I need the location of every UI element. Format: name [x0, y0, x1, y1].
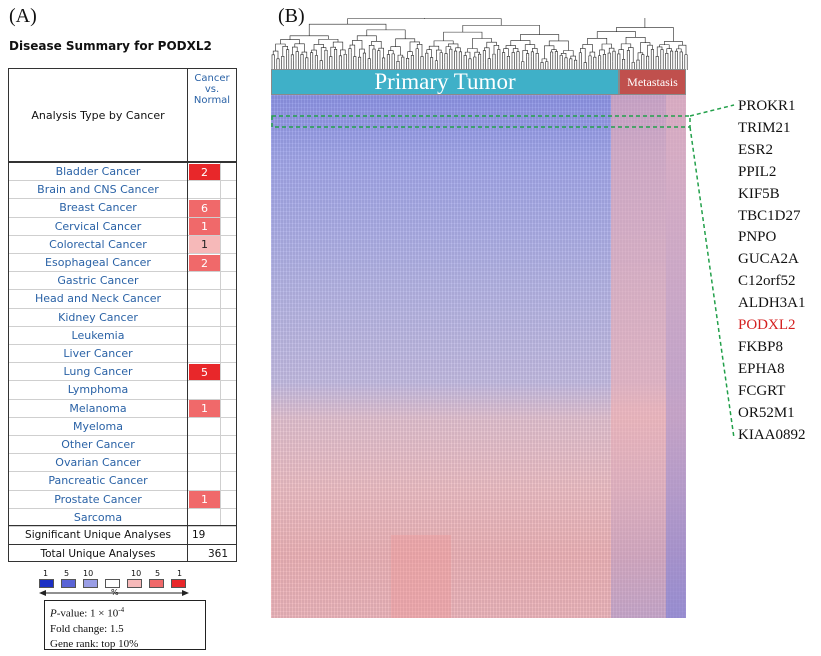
- cancer-list: [9, 163, 187, 527]
- cancer-row-name[interactable]: Melanoma: [69, 401, 127, 415]
- cancer-vs-normal-cell: [189, 382, 220, 399]
- gene-label: PNPO: [738, 229, 777, 246]
- gene-label: FCGRT: [738, 382, 786, 399]
- significant-value: 19: [192, 529, 206, 541]
- gene-label: KIAA0892: [738, 426, 806, 443]
- cancer-vs-normal-cell: [189, 473, 220, 490]
- legend-swatch-1: [39, 579, 54, 588]
- legend-swatch-4: [105, 579, 120, 588]
- header-cancer: Cancer: [194, 73, 230, 84]
- gene-label: TRIM21: [738, 119, 791, 136]
- value-cells: [188, 163, 236, 527]
- header-vs: vs.: [204, 84, 220, 95]
- cancer-row-name[interactable]: Liver Cancer: [63, 347, 133, 360]
- cancer-row-name[interactable]: Brain and CNS Cancer: [37, 183, 159, 197]
- legend-swatch-7: [171, 579, 186, 588]
- gene-label: PODXL2: [738, 317, 796, 333]
- dendrogram: [270, 18, 690, 70]
- panel-a-label: (A): [9, 5, 37, 27]
- cancer-vs-normal-cell: [189, 309, 220, 326]
- legend-num-1: 1: [43, 569, 49, 578]
- heatmap-red-patch: [391, 535, 451, 618]
- cancer-row-name[interactable]: Pancreatic Cancer: [48, 474, 148, 488]
- cancer-row-name[interactable]: Leukemia: [71, 328, 125, 342]
- metastasis-bar: Metastasis: [619, 69, 686, 95]
- total-label: Total Unique Analyses: [40, 548, 156, 560]
- cancer-row-name[interactable]: Lung Cancer: [63, 365, 133, 379]
- cancer-row-name[interactable]: Bladder Cancer: [55, 165, 141, 178]
- criteria-fold: Fold change: 1.5: [50, 622, 124, 635]
- cancer-vs-normal-cell: [189, 182, 220, 199]
- cancer-row-name[interactable]: Head and Neck Cancer: [34, 292, 162, 306]
- analysis-type-column: [8, 68, 188, 562]
- cancer-row-name[interactable]: Ovarian Cancer: [55, 456, 141, 470]
- cancer-vs-normal-cell[interactable]: 5: [189, 364, 220, 381]
- cancer-vs-normal-cell[interactable]: 1: [189, 491, 220, 508]
- total-value: 361: [208, 548, 229, 560]
- cancer-vs-normal-cell: [189, 509, 220, 526]
- legend-num-10b: 10: [131, 569, 142, 578]
- cancer-vs-normal-cell[interactable]: 1: [189, 400, 220, 417]
- cancer-row-name[interactable]: Sarcoma: [73, 510, 123, 524]
- panel-b-label: (B): [278, 5, 305, 27]
- legend-swatch-3: [83, 579, 98, 588]
- highlight-connector: [268, 95, 738, 445]
- cancer-row-name[interactable]: Cervical Cancer: [54, 219, 142, 233]
- cancer-vs-normal-cell[interactable]: 2: [189, 164, 220, 181]
- criteria-rank: Gene rank: top 10%: [50, 637, 139, 650]
- analysis-type-header: Analysis Type by Cancer: [31, 108, 165, 122]
- gene-label: TBC1D27: [738, 207, 801, 224]
- significant-label: Significant Unique Analyses: [25, 529, 171, 541]
- cancer-vs-normal-cell[interactable]: 6: [189, 200, 220, 217]
- cancer-vs-normal-cell: [189, 273, 220, 290]
- primary-tumor-bar: Primary Tumor: [271, 69, 619, 95]
- legend-num-5b: 5: [155, 569, 161, 578]
- cancer-row-name[interactable]: Other Cancer: [61, 438, 135, 451]
- cancer-vs-normal-cell: [189, 418, 220, 435]
- cancer-row-name[interactable]: Breast Cancer: [59, 201, 137, 215]
- cancer-vs-normal-cell: [189, 346, 220, 363]
- header-normal: Normal: [193, 95, 231, 106]
- gene-label: OR52M1: [738, 404, 795, 421]
- gene-label: ESR2: [738, 141, 774, 158]
- disease-summary-title: Disease Summary for PODXL2: [9, 39, 212, 53]
- color-legend: [39, 569, 199, 599]
- legend-percent: %: [111, 588, 119, 597]
- cancer-vs-normal-cell: [189, 455, 220, 472]
- legend-swatch-5: [127, 579, 142, 588]
- legend-swatch-6: [149, 579, 164, 588]
- gene-label: GUCA2A: [738, 251, 799, 268]
- gene-label: FKBP8: [738, 338, 784, 355]
- gene-label: PPIL2: [738, 163, 777, 180]
- legend-num-10: 10: [83, 569, 94, 578]
- gene-label: C12orf52: [738, 273, 796, 290]
- criteria-box: [44, 600, 206, 650]
- cancer-vs-normal-cell[interactable]: 1: [189, 236, 220, 253]
- cancer-vs-normal-header: [188, 73, 236, 106]
- cancer-row-name[interactable]: Kidney Cancer: [58, 310, 138, 324]
- cancer-vs-normal-cell: [189, 437, 220, 454]
- cancer-vs-normal-cell: [189, 291, 220, 308]
- criteria-pvalue: P-value: $1 \times 10^{-4}$: [50, 606, 125, 620]
- cancer-vs-normal-cell: [189, 327, 220, 344]
- cancer-row-name[interactable]: Colorectal Cancer: [49, 237, 147, 251]
- legend-swatch-2: [61, 579, 76, 588]
- legend-num-5: 5: [64, 569, 70, 578]
- gene-label: EPHA8: [738, 360, 785, 377]
- cancer-row-name[interactable]: Gastric Cancer: [57, 274, 139, 288]
- gene-label: KIF5B: [738, 185, 780, 202]
- cancer-vs-normal-cell[interactable]: 1: [189, 218, 220, 235]
- cancer-row-name[interactable]: Esophageal Cancer: [45, 256, 151, 269]
- cancer-vs-normal-cell[interactable]: 2: [189, 255, 220, 272]
- gene-label: PROKR1: [738, 98, 796, 114]
- cancer-row-name[interactable]: Myeloma: [72, 419, 123, 433]
- cancer-row-name[interactable]: Prostate Cancer: [54, 492, 142, 506]
- cancer-vs-normal-column: [187, 68, 237, 562]
- legend-num-1b: 1: [177, 569, 183, 578]
- cancer-row-name[interactable]: Lymphoma: [67, 383, 129, 397]
- gene-label: ALDH3A1: [738, 295, 806, 312]
